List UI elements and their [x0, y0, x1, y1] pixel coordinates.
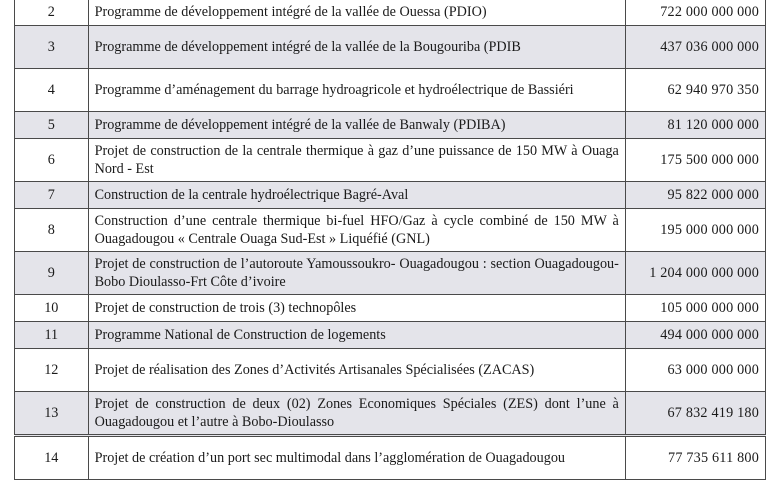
project-amount: 437 036 000 000 [625, 26, 765, 69]
table-row [15, 392, 766, 436]
project-description: Projet de construction de la centrale thermique à gaz d’une puissance de 150 MW à Ouaga Nord - Est [88, 139, 625, 182]
row-number: 14 [15, 436, 89, 480]
row-number: 5 [15, 112, 89, 139]
project-amount: 62 940 970 350 [625, 69, 765, 112]
table-row [15, 112, 766, 139]
project-description: Construction de la centrale hydroélectrique Bagré-Aval [88, 182, 625, 209]
project-amount: 77 735 611 800 [625, 436, 765, 480]
table-row [15, 182, 766, 209]
row-number: 10 [15, 295, 89, 322]
row-number: 3 [15, 26, 89, 69]
table-row [15, 26, 766, 69]
project-description: Projet de construction de deux (02) Zones Economiques Spéciales (ZES) dont l’une à Ouagadougou et l’autre à Bobo-Dioulasso [88, 392, 625, 436]
project-amount: 195 000 000 000 [625, 209, 765, 252]
table-row [15, 69, 766, 112]
project-description: Projet de création d’un port sec multimodal dans l’agglomération de Ouagadougou [88, 436, 625, 480]
project-description: Programme de développement intégré de la vallée de Ouessa (PDIO) [88, 0, 625, 26]
project-description: Projet de réalisation des Zones d’Activités Artisanales Spécialisées (ZACAS) [88, 349, 625, 392]
projects-table [14, 0, 766, 480]
project-description: Construction d’une centrale thermique bi-fuel HFO/Gaz à cycle combiné de 150 MW à Ouagadougou « Centrale Ouaga Sud-Est » Liquéfié (GNL) [88, 209, 625, 252]
table-row [15, 349, 766, 392]
row-number: 9 [15, 252, 89, 295]
row-number: 2 [15, 0, 89, 26]
row-number: 6 [15, 139, 89, 182]
table-row [15, 252, 766, 295]
project-amount: 1 204 000 000 000 [625, 252, 765, 295]
row-number: 4 [15, 69, 89, 112]
row-number: 12 [15, 349, 89, 392]
project-amount: 722 000 000 000 [625, 0, 765, 26]
project-amount: 95 822 000 000 [625, 182, 765, 209]
project-amount: 105 000 000 000 [625, 295, 765, 322]
table-row [15, 295, 766, 322]
project-amount: 63 000 000 000 [625, 349, 765, 392]
project-description: Projet de construction de trois (3) technopôles [88, 295, 625, 322]
table-row [15, 436, 766, 480]
table-row [15, 209, 766, 252]
row-number: 8 [15, 209, 89, 252]
project-description: Programme National de Construction de logements [88, 322, 625, 349]
table-row [15, 0, 766, 26]
row-number: 7 [15, 182, 89, 209]
table-row [15, 139, 766, 182]
project-description: Projet de construction de l’autoroute Yamoussoukro- Ouagadougou : section Ouagadougou-Bobo Dioulasso-Frt Côte d’ivoire [88, 252, 625, 295]
project-amount: 175 500 000 000 [625, 139, 765, 182]
project-description: Programme d’aménagement du barrage hydroagricole et hydroélectrique de Bassiéri [88, 69, 625, 112]
project-amount: 494 000 000 000 [625, 322, 765, 349]
row-number: 11 [15, 322, 89, 349]
project-description: Programme de développement intégré de la vallée de Banwaly (PDIBA) [88, 112, 625, 139]
row-number: 13 [15, 392, 89, 436]
project-amount: 67 832 419 180 [625, 392, 765, 436]
table-row [15, 322, 766, 349]
project-description: Programme de développement intégré de la vallée de la Bougouriba (PDIB [88, 26, 625, 69]
project-amount: 81 120 000 000 [625, 112, 765, 139]
